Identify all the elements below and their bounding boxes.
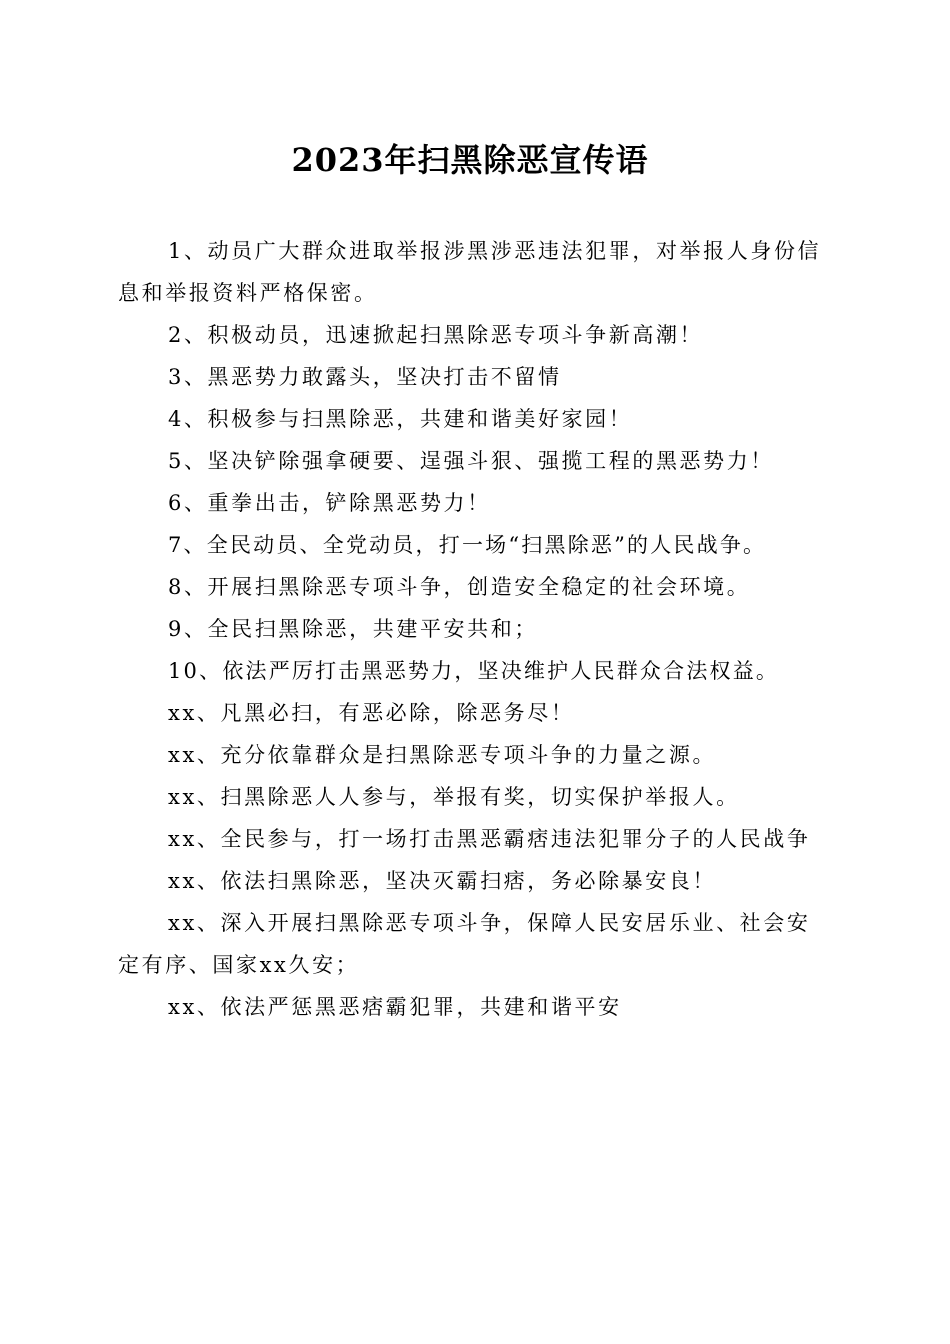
slogan-item: 6、重拳出击，铲除黑恶势力！ [168, 491, 491, 515]
document-title: 2023年扫黑除恶宣传语 [291, 141, 649, 179]
slogan-item: 9、全民扫黑除恶，共建平安共和； [168, 617, 538, 641]
slogan-item: 2、积极动员，迅速掀起扫黑除恶专项斗争新高潮！ [168, 323, 704, 347]
slogan-item: 7、全民动员、全党动员，打一场“扫黑除恶”的人民战争。 [168, 533, 767, 557]
slogan-item: xx、全民参与，打一场打击黑恶霸痞违法犯罪分子的人民战争 [168, 827, 811, 851]
slogan-item: 5、坚决铲除强拿硬要、逞强斗狠、强揽工程的黑恶势力！ [168, 449, 774, 473]
slogan-item: xx、深入开展扫黑除恶专项斗争，保障人民安居乐业、社会安定有序、国家xx久安； [118, 911, 811, 977]
slogan-item: 8、开展扫黑除恶专项斗争，创造安全稳定的社会环境。 [168, 575, 751, 599]
slogan-item: xx、依法扫黑除恶，坚决灭霸扫痞，务必除暴安良！ [168, 869, 717, 893]
slogan-item: xx、扫黑除恶人人参与，举报有奖，切实保护举报人。 [168, 785, 740, 809]
slogan-item: 3、黑恶势力敢露头，坚决打击不留情 [168, 365, 562, 389]
slogan-item: xx、依法严惩黑恶痞霸犯罪，共建和谐平安 [168, 995, 622, 1019]
slogan-item: xx、凡黑必扫，有恶必除，除恶务尽！ [168, 701, 575, 725]
slogan-item: xx、充分依靠群众是扫黑除恶专项斗争的力量之源。 [168, 743, 717, 767]
slogan-item: 4、积极参与扫黑除恶，共建和谐美好家园！ [168, 407, 633, 431]
slogan-item: 1、动员广大群众进取举报涉黑涉恶违法犯罪，对举报人身份信息和举报资料严格保密。 [118, 239, 822, 305]
slogan-list [118, 230, 834, 1028]
slogan-item: 10、依法严厉打击黑恶势力，坚决维护人民群众合法权益。 [168, 659, 780, 683]
